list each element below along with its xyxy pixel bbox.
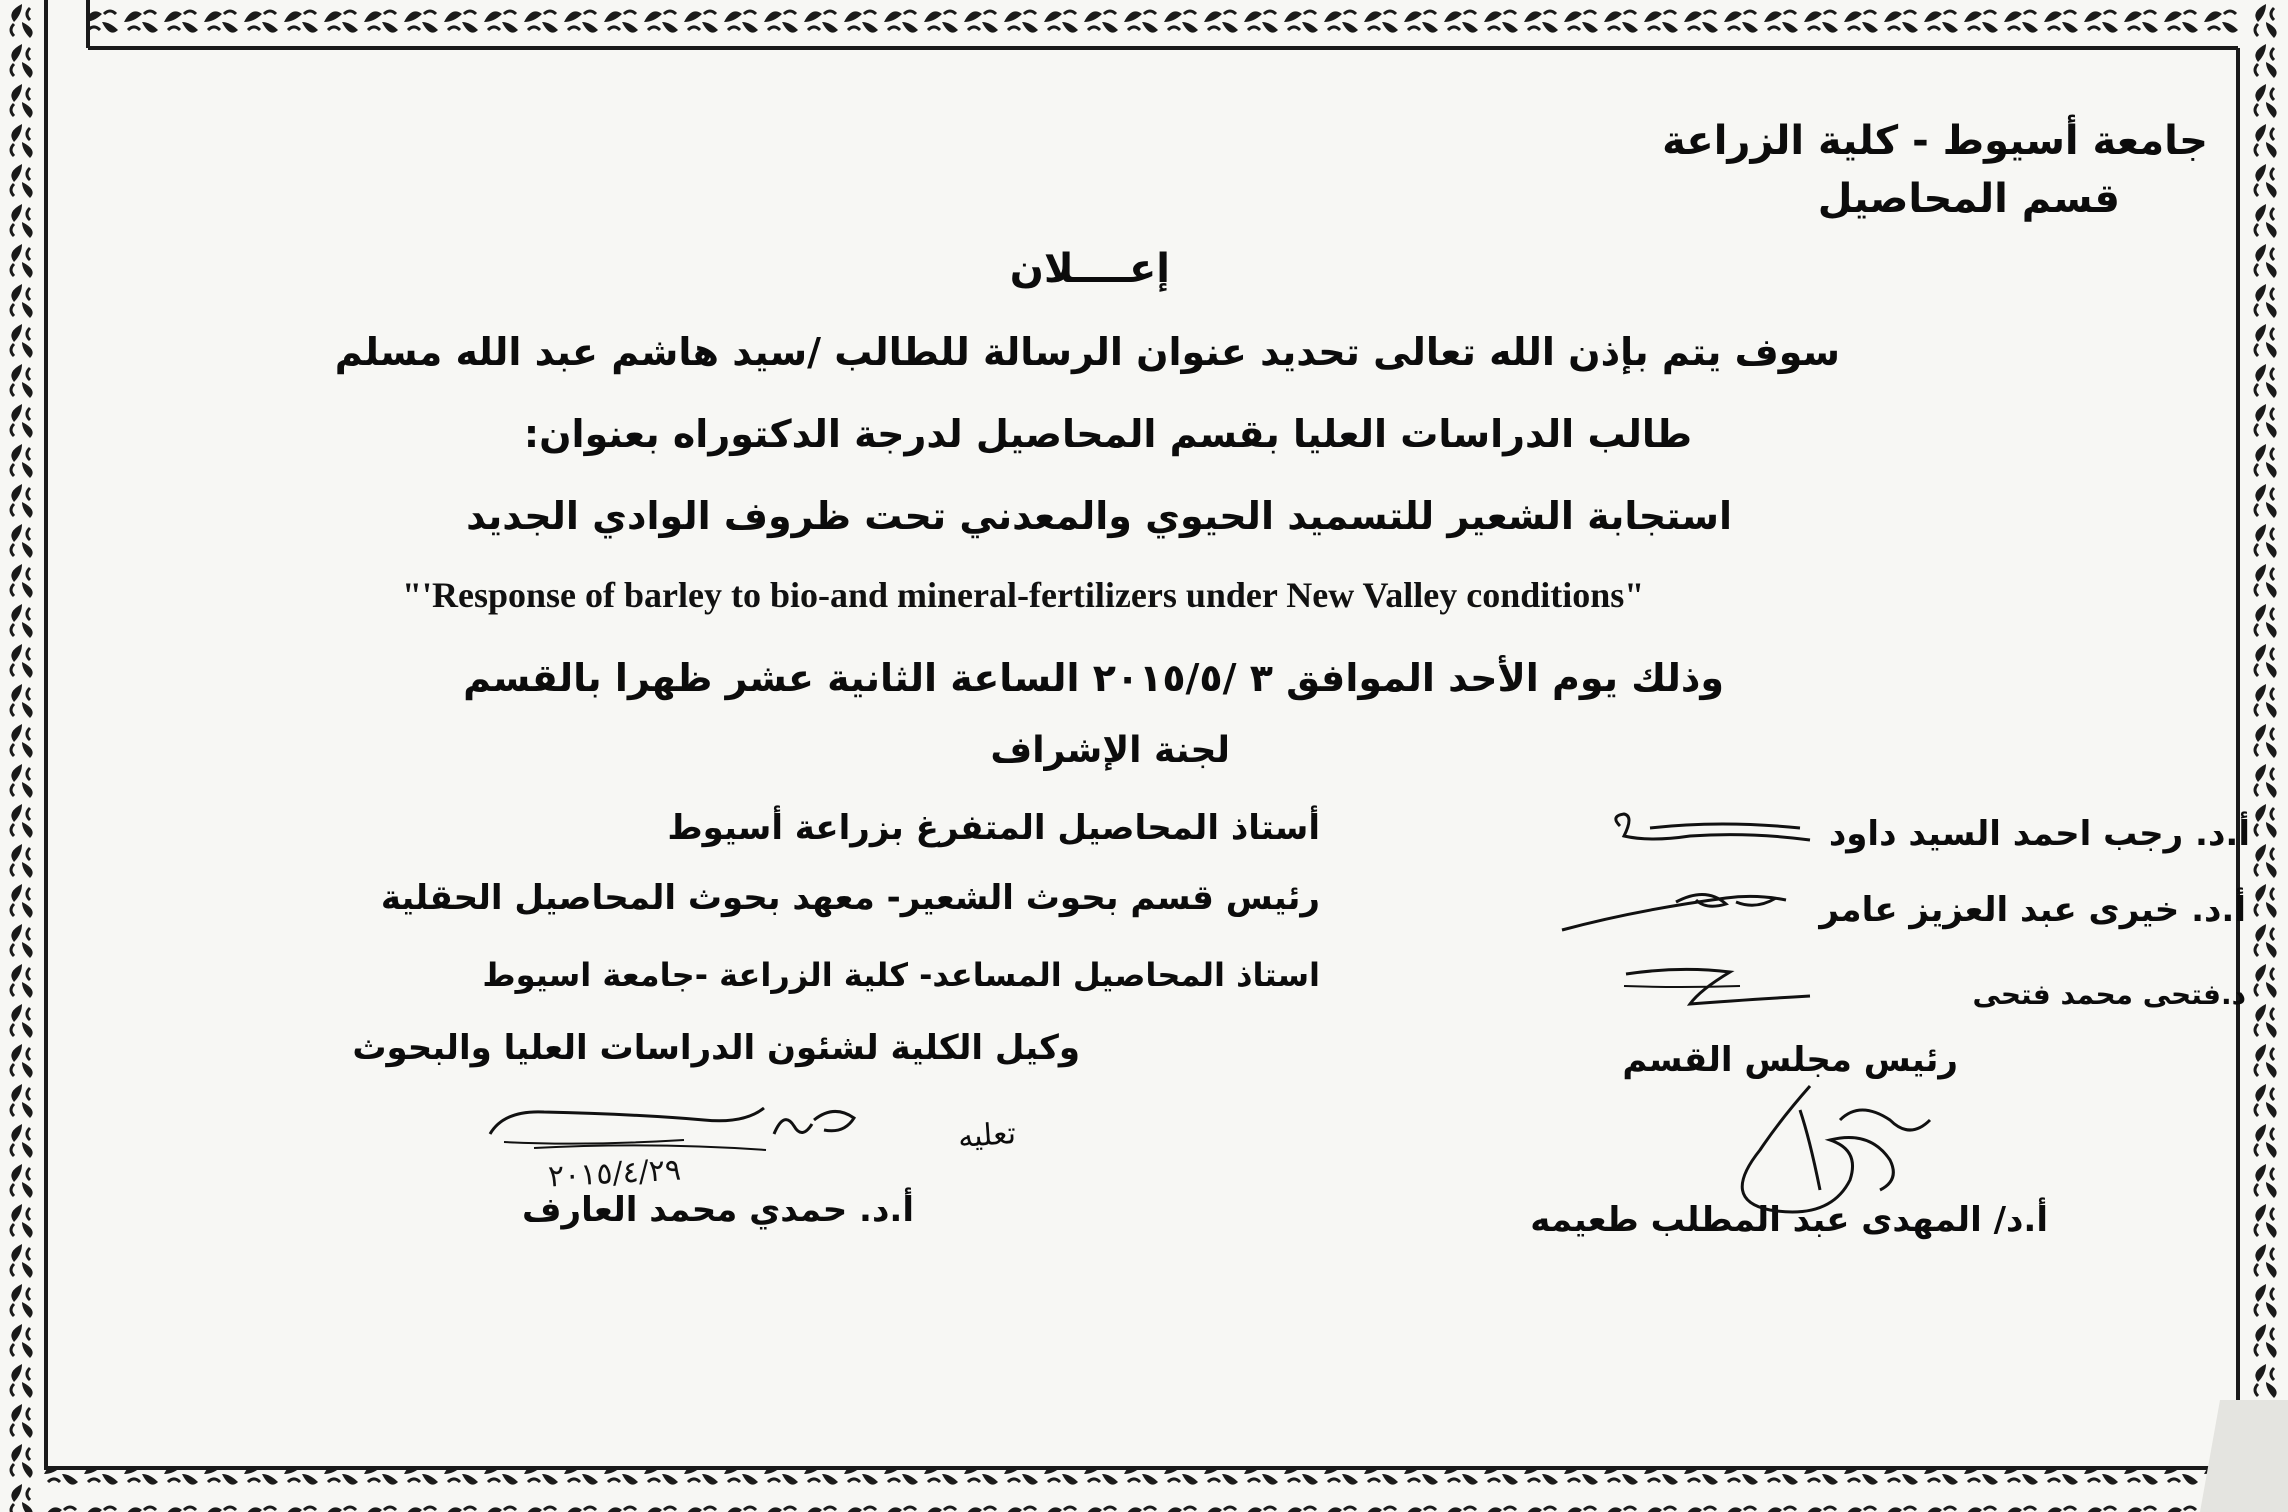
member-3-name: د.فتحى محمد فتحى: [1972, 978, 2246, 1011]
signature-department-head: [1700, 1080, 1940, 1230]
university-name: جامعة أسيوط - كلية الزراعة: [1662, 118, 2208, 164]
announcement-line-1: سوف يتم بإذن الله تعالى تحديد عنوان الرسالة للطالب /سيد هاشم عبد الله مسلم: [334, 330, 1840, 374]
signature-member-3: [1620, 956, 1820, 1016]
department-council-head-name: أ.د/ المهدى عبد المطلب طعيمه: [1530, 1200, 2048, 1240]
thesis-title-arabic: استجابة الشعير للتسميد الحيوي والمعدني تحت ظروف الوادي الجديد: [466, 494, 1732, 538]
vice-dean-role: وكيل الكلية لشئون الدراسات العليا والبحوث: [352, 1028, 1080, 1068]
committee-heading: لجنة الإشراف: [990, 730, 1230, 771]
handwritten-note: تعليه: [956, 1116, 1018, 1155]
vice-dean-name: أ.د. حمدي محمد العارف: [522, 1190, 914, 1230]
member-2-title: رئيس قسم بحوث الشعير- معهد بحوث المحاصيل الحقلية: [380, 878, 1320, 918]
thesis-title-english: "'Response of barley to bio-and mineral-fertilizers under New Valley conditions": [402, 575, 1645, 615]
member-3-title: استاذ المحاصيل المساعد- كلية الزراعة -جامعة اسيوط: [482, 956, 1320, 994]
signature-member-2: [1556, 880, 1796, 940]
department-name: قسم المحاصيل: [1817, 176, 2120, 222]
handwritten-date-underline: [530, 1138, 770, 1158]
signature-member-1: [1610, 806, 1830, 866]
member-1-name: أ.د. رجب احمد السيد داود: [1828, 814, 2250, 854]
handwritten-date: ٢٠١٥/٤/٢٩: [547, 1152, 682, 1195]
announcement-title: إعــــلان: [1009, 246, 1170, 292]
member-1-title: أستاذ المحاصيل المتفرغ بزراعة أسيوط: [667, 808, 1320, 848]
announcement-line-2: طالب الدراسات العليا بقسم المحاصيل لدرجة الدكتوراه بعنوان:: [523, 412, 1692, 456]
member-2-name: أ.د. خيرى عبد العزيز عامر: [1819, 890, 2246, 930]
department-council-head-role: رئيس مجلس القسم: [1622, 1040, 1958, 1080]
defense-date-line: وذلك يوم الأحد الموافق ٣ /٢٠١٥/٥ الساعة الثانية عشر ظهرا بالقسم: [463, 656, 1724, 700]
